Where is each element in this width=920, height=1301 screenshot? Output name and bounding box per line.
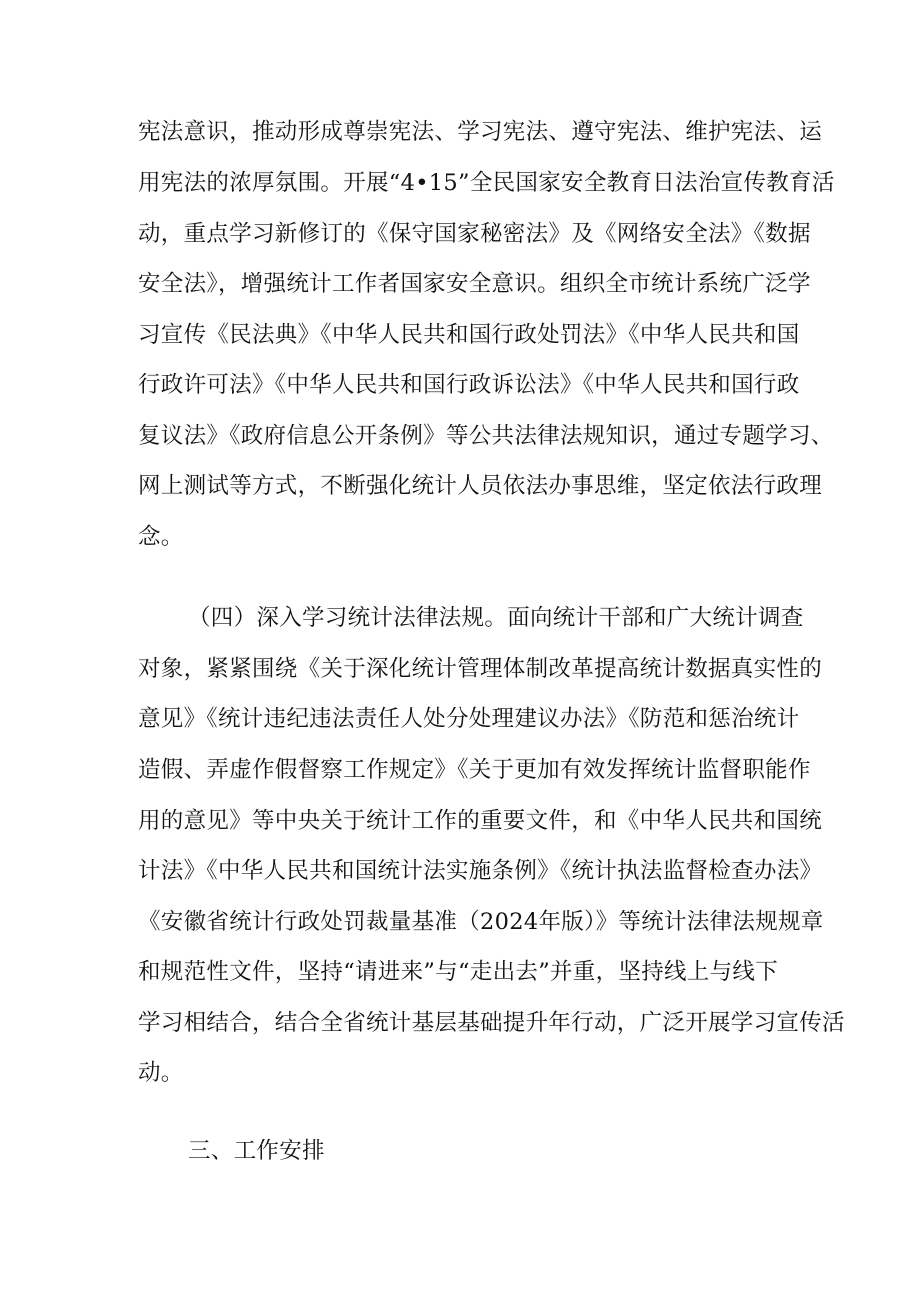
- paragraph-2-line-6: 计法》《中华人民共和国统计法实施条例》《统计执法监督检查办法》: [138, 858, 823, 884]
- paragraph-2-line-9: 学习相结合，结合全省统计基层基础提升年行动，广泛开展学习宣传活: [138, 1010, 845, 1036]
- paragraph-1-line-4: 安全法》，增强统计工作者国家安全意识。组织全市统计系统广泛学: [138, 271, 811, 297]
- paragraph-1-line-7: 复议法》《政府信息公开条例》等公共法律法规知识，通过专题学习、: [138, 423, 834, 449]
- paragraph-1-line-8: 网上测试等方式，不断强化统计人员依法办事思维，坚定依法行政理: [138, 473, 823, 499]
- paragraph-1-line-2: 用宪法的浓厚氛围。开展“4•15”全民国家安全教育日法治宣传教育活: [138, 170, 835, 196]
- paragraph-2-line-2: 对象，紧紧围绕《关于深化统计管理体制改革提高统计数据真实性的: [138, 656, 823, 682]
- paragraph-2-line-5: 用的意见》等中央关于统计工作的重要文件，和《中华人民共和国统: [138, 808, 823, 834]
- paragraph-2-line-7: 《安徽省统计行政处罚裁量基准（2024年版）》等统计法律法规规章: [138, 909, 824, 935]
- section-heading: 三、工作安排: [188, 1138, 325, 1164]
- paragraph-1-line-9: 念。: [138, 524, 184, 550]
- paragraph-2-line-8: 和规范性文件，坚持“请进来”与“走出去”并重，坚持线上与线下: [138, 959, 779, 985]
- paragraph-2-line-10: 动。: [138, 1060, 184, 1086]
- paragraph-1-line-3: 动，重点学习新修订的《保守国家秘密法》及《网络安全法》《数据: [138, 221, 811, 247]
- paragraph-1-line-6: 行政许可法》《中华人民共和国行政诉讼法》《中华人民共和国行政: [138, 372, 800, 398]
- paragraph-2-line-1: （四）深入学习统计法律法规。面向统计干部和广大统计调查: [188, 605, 804, 631]
- paragraph-2-line-3: 意见》《统计违纪违法责任人处分处理建议办法》《防范和惩治统计: [138, 706, 800, 732]
- paragraph-2-line-4: 造假、弄虚作假督察工作规定》《关于更加有效发挥统计监督职能作: [138, 757, 811, 783]
- paragraph-1-line-1: 宪法意识，推动形成尊崇宪法、学习宪法、遵守宪法、维护宪法、运: [138, 119, 823, 145]
- paragraph-1-line-5: 习宣传《民法典》《中华人民共和国行政处罚法》《中华人民共和国: [138, 322, 800, 348]
